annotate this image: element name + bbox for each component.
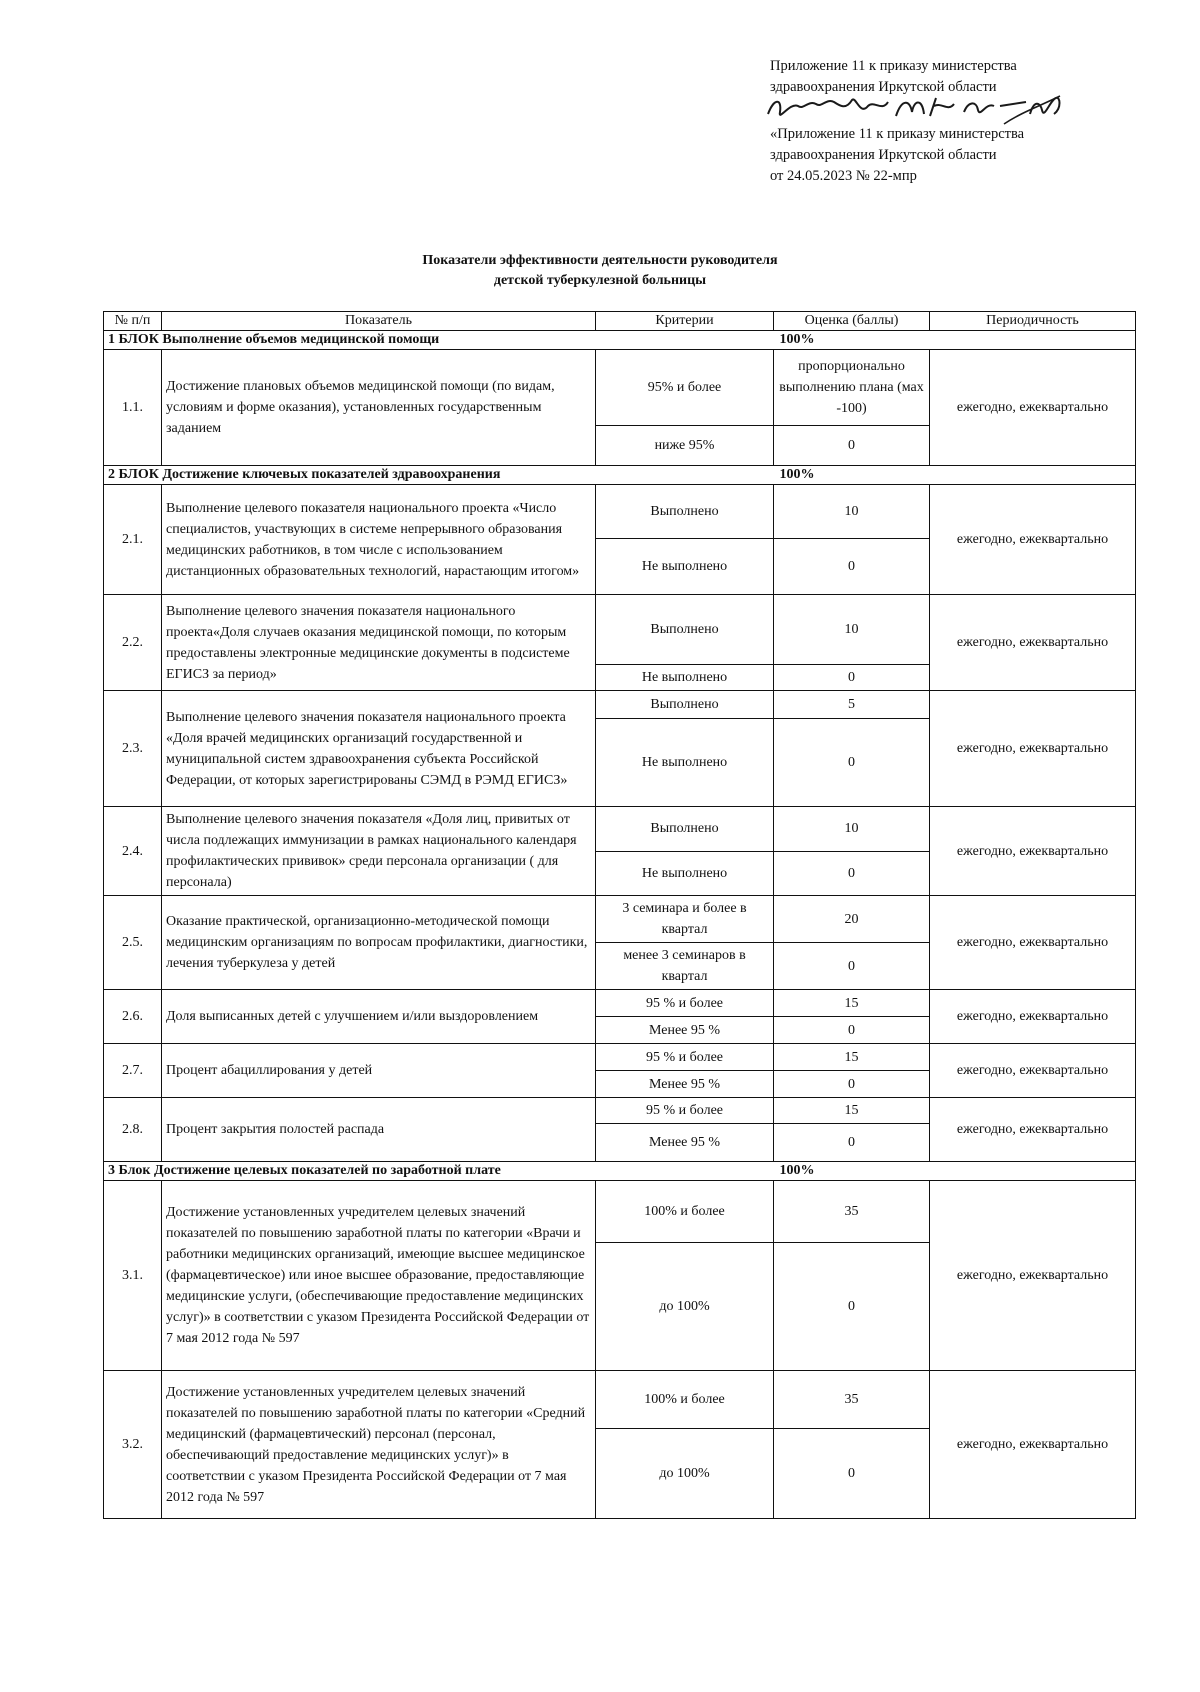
table-row	[104, 896, 1136, 943]
score-cell: пропорционально выполнению плана (мах -100)	[774, 350, 930, 426]
header-block	[770, 56, 1150, 187]
handwritten-signature-icon	[764, 92, 1064, 126]
table-row	[104, 990, 1136, 1017]
indicator-text: Выполнение целевого значения показателя национального проекта «Доля врачей медицинских организаций государственной и муниципальной систем здравоохранения субъекта Российской Федерации, от которых зарегистрированы СЭМД в РЭМД ЕГИСЗ»	[162, 691, 596, 807]
criterion-cell: 95 % и более	[596, 1044, 774, 1071]
table-row	[104, 691, 1136, 719]
criterion-cell: 95 % и более	[596, 1098, 774, 1124]
header-line: здравоохранения Иркутской области	[770, 79, 997, 95]
row-number: 2.3.	[104, 691, 162, 807]
table-header-row	[104, 312, 1136, 331]
table-row	[104, 595, 1136, 665]
block-header-row	[104, 466, 1136, 485]
block-title: 2 БЛОК Достижение ключевых показателей здравоохранения	[104, 466, 774, 485]
criterion-cell: 95 % и более	[596, 990, 774, 1017]
score-cell: 0	[774, 426, 930, 466]
criterion-cell: Выполнено	[596, 691, 774, 719]
indicator-text: Достижение установленных учредителем целевых значений показателей по повышению заработной платы по категории «Врачи и работники медицинских организаций, имеющие высшее медицинское (фармацевтическое) или иное высшее образование, предоставляющие медицинские услуги, (обеспечивающие предоставление медицинских услуг)» в соответствии с указом Президента Российской Федерации от 7 мая 2012 года № 597	[162, 1181, 596, 1371]
score-cell: 0	[774, 1124, 930, 1162]
score-cell: 0	[774, 943, 930, 990]
criterion-cell: Выполнено	[596, 595, 774, 665]
row-number: 2.8.	[104, 1098, 162, 1162]
row-number: 1.1.	[104, 350, 162, 466]
indicator-text: Процент закрытия полостей распада	[162, 1098, 596, 1162]
indicator-text: Процент абациллирования у детей	[162, 1044, 596, 1098]
title-line-1: Показатели эффективности деятельности руководителя	[422, 253, 778, 268]
row-number: 2.1.	[104, 485, 162, 595]
column-header: Показатель	[162, 312, 596, 331]
indicator-text: Достижение установленных учредителем целевых значений показателей по повышению заработной платы по категории «Средний медицинский (фармацевтический) персонал (персонал, обеспечивающий предоставление медицинских услуг)» в соответствии с указом Президента Российской Федерации от 7 мая 2012 года № 597	[162, 1371, 596, 1519]
criterion-cell: Выполнено	[596, 485, 774, 539]
periodicity-cell: ежегодно, ежеквартально	[930, 350, 1136, 466]
header-line: Приложение 11 к приказу министерства	[770, 58, 1017, 74]
block-header-row	[104, 331, 1136, 350]
criterion-cell: Не выполнено	[596, 719, 774, 807]
row-number: 2.5.	[104, 896, 162, 990]
periodicity-cell: ежегодно, ежеквартально	[930, 1371, 1136, 1519]
block-title: 3 Блок Достижение целевых показателей по заработной плате	[104, 1162, 774, 1181]
score-cell: 0	[774, 1071, 930, 1098]
score-cell: 10	[774, 595, 930, 665]
header-line: здравоохранения Иркутской области	[770, 147, 997, 163]
block-percent: 100%	[774, 331, 1136, 350]
score-cell: 10	[774, 807, 930, 852]
criterion-cell: 100% и более	[596, 1181, 774, 1243]
periodicity-cell: ежегодно, ежеквартально	[930, 595, 1136, 691]
row-number: 2.6.	[104, 990, 162, 1044]
score-cell: 15	[774, 990, 930, 1017]
table-row	[104, 1098, 1136, 1124]
criterion-cell: Выполнено	[596, 807, 774, 852]
periodicity-cell: ежегодно, ежеквартально	[930, 1181, 1136, 1371]
criterion-cell: Менее 95 %	[596, 1124, 774, 1162]
score-cell: 15	[774, 1098, 930, 1124]
score-cell: 0	[774, 1017, 930, 1044]
criterion-cell: 95% и более	[596, 350, 774, 426]
row-number: 2.7.	[104, 1044, 162, 1098]
periodicity-cell: ежегодно, ежеквартально	[930, 1098, 1136, 1162]
header-line: «Приложение 11 к приказу министерства	[770, 126, 1025, 142]
indicators-table	[103, 311, 1136, 1519]
score-cell: 35	[774, 1371, 930, 1429]
score-cell: 35	[774, 1181, 930, 1243]
table-row	[104, 1181, 1136, 1243]
table-row	[104, 1371, 1136, 1429]
criterion-cell: Не выполнено	[596, 539, 774, 595]
column-header: № п/п	[104, 312, 162, 331]
table-row	[104, 485, 1136, 539]
table-row	[104, 1044, 1136, 1071]
periodicity-cell: ежегодно, ежеквартально	[930, 896, 1136, 990]
criterion-cell: 3 семинара и более в квартал	[596, 896, 774, 943]
block-title: 1 БЛОК Выполнение объемов медицинской помощи	[104, 331, 774, 350]
indicator-text: Достижение плановых объемов медицинской помощи (по видам, условиям и форме оказания), установленных государственным заданием	[162, 350, 596, 466]
score-cell: 0	[774, 539, 930, 595]
indicator-text: Оказание практической, организационно-методической помощи медицинским организациям по вопросам профилактики, диагностики, лечения туберкулеза у детей	[162, 896, 596, 990]
criterion-cell: Не выполнено	[596, 851, 774, 896]
periodicity-cell: ежегодно, ежеквартально	[930, 807, 1136, 896]
score-cell: 10	[774, 485, 930, 539]
score-cell: 20	[774, 896, 930, 943]
row-number: 2.2.	[104, 595, 162, 691]
indicator-text: Доля выписанных детей с улучшением и/или выздоровлением	[162, 990, 596, 1044]
table-row	[104, 350, 1136, 426]
periodicity-cell: ежегодно, ежеквартально	[930, 990, 1136, 1044]
criterion-cell: до 100%	[596, 1429, 774, 1519]
score-cell: 5	[774, 691, 930, 719]
column-header: Оценка (баллы)	[774, 312, 930, 331]
block-percent: 100%	[774, 466, 1136, 485]
score-cell: 0	[774, 1243, 930, 1371]
score-cell: 15	[774, 1044, 930, 1071]
title-line-2: детской туберкулезной больницы	[493, 273, 707, 288]
indicator-text: Выполнение целевого значения показателя национального проекта«Доля случаев оказания медицинской помощи, по которым предоставлены электронные медицинские документы в подсистеме ЕГИСЗ за период»	[162, 595, 596, 691]
criterion-cell: менее 3 семинаров в квартал	[596, 943, 774, 990]
table-row	[104, 807, 1136, 852]
criterion-cell: Менее 95 %	[596, 1017, 774, 1044]
periodicity-cell: ежегодно, ежеквартально	[930, 691, 1136, 807]
block-header-row	[104, 1162, 1136, 1181]
table-body	[104, 331, 1136, 1519]
row-number: 3.1.	[104, 1181, 162, 1371]
criterion-cell: до 100%	[596, 1243, 774, 1371]
block-percent: 100%	[774, 1162, 1136, 1181]
indicator-text: Выполнение целевого показателя национального проекта «Число специалистов, участвующих в системе непрерывного образования медицинских работников, в том числе с использованием дистанционных образовательных технологий, нарастающим итогом»	[162, 485, 596, 595]
row-number: 3.2.	[104, 1371, 162, 1519]
score-cell: 0	[774, 851, 930, 896]
periodicity-cell: ежегодно, ежеквартально	[930, 485, 1136, 595]
score-cell: 0	[774, 1429, 930, 1519]
criterion-cell: Менее 95 %	[596, 1071, 774, 1098]
indicator-text: Выполнение целевого значения показателя «Доля лиц, привитых от числа подлежащих иммунизации в рамках национального календаря профилактических прививок» среди персонала организации ( для персонала)	[162, 807, 596, 896]
criterion-cell: Не выполнено	[596, 665, 774, 691]
criterion-cell: ниже 95%	[596, 426, 774, 466]
handwritten-date-signature	[770, 98, 1150, 124]
page-title	[0, 251, 1200, 291]
periodicity-cell: ежегодно, ежеквартально	[930, 1044, 1136, 1098]
column-header: Периодичность	[930, 312, 1136, 331]
row-number: 2.4.	[104, 807, 162, 896]
column-header: Критерии	[596, 312, 774, 331]
criterion-cell: 100% и более	[596, 1371, 774, 1429]
header-line: от 24.05.2023 № 22-мпр	[770, 168, 917, 184]
score-cell: 0	[774, 719, 930, 807]
score-cell: 0	[774, 665, 930, 691]
